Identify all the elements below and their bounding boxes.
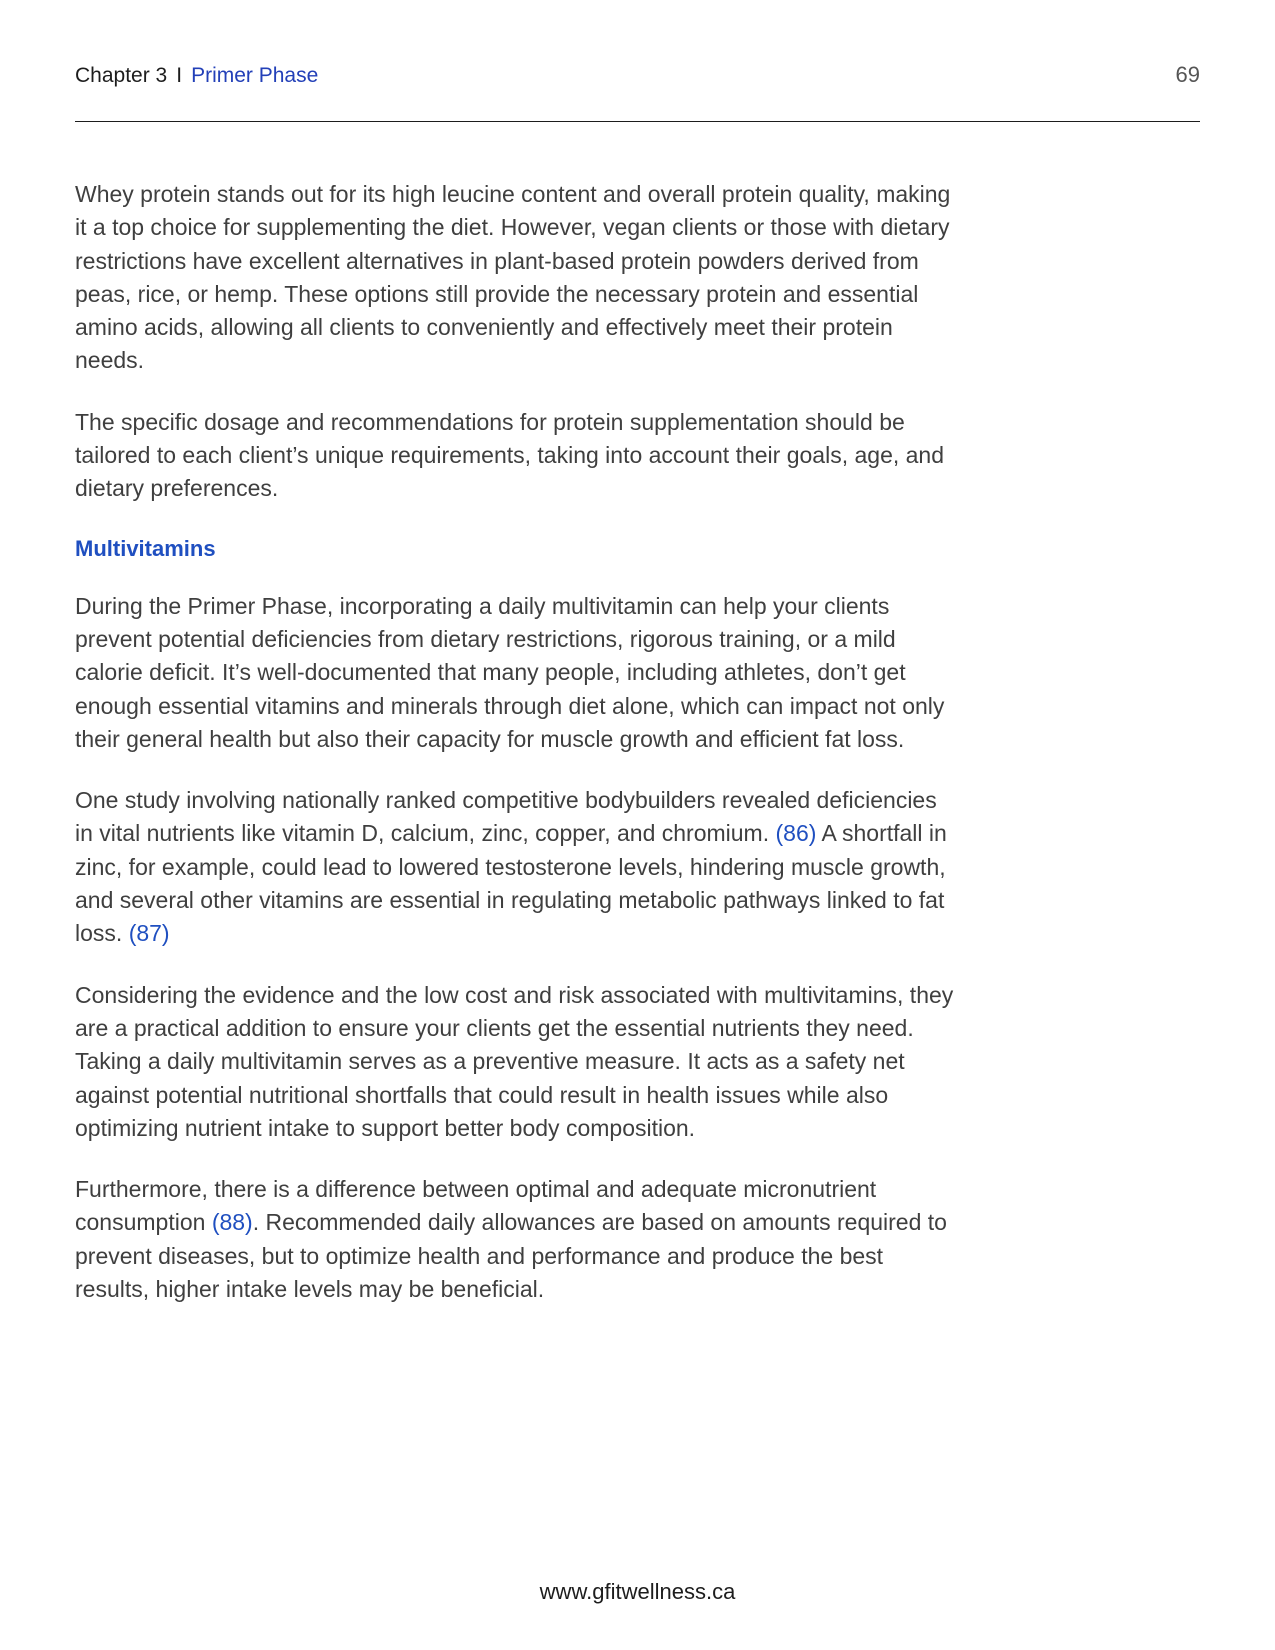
paragraph-text: . Recommended daily allowances are based on amounts required to prevent diseases, but to optimize health and performance and produce the best results, higher intake levels may be beneficial. [75, 1209, 947, 1303]
paragraph-whey-protein: Whey protein stands out for its high leucine content and overall protein quality, making it a top choice for supplementing the diet. However, vegan clients or those with dietary restrictions have excellent alternatives in plant-based protein powders derived from peas, rice, or hemp. These options still provide the necessary protein and essential amino acids, allowing all clients to conveniently and effectively meet their protein needs. [75, 181, 951, 374]
paragraph-evidence: Considering the evidence and the low cost and risk associated with multivitamins, they are a practical addition to ensure your clients get the essential nutrients they need. Taking a daily multivitamin serves as a preventive measure. It acts as a safety net against potential nutritional shortfalls that could result in health issues while also optimizing nutrient intake to support better body composition. [75, 981, 954, 1141]
section-label: Primer Phase [191, 64, 319, 87]
paragraph-bodybuilder-study [75, 784, 955, 950]
citation-link-86[interactable]: (86) [775, 820, 817, 847]
paragraph-dosage: The specific dosage and recommendations for protein supplementation should be tailored to each client’s unique requirements, taking into account their goals, age, and dietary preferences. [75, 408, 945, 502]
main-content [75, 178, 955, 1334]
header-divider [75, 121, 1200, 122]
running-head [75, 64, 318, 88]
citation-link-88[interactable]: (88) [211, 1209, 253, 1236]
header-separator: I [176, 64, 183, 87]
paragraph-text: A shortfall in zinc, for example, could lead to lowered testosterone levels, hindering muscle growth, and several other vitamins are essential in regulating metabolic pathways linked to fat loss. [75, 820, 947, 947]
footer-website: www.gfitwellness.ca [539, 1579, 736, 1604]
paragraph-text: One study involving nationally ranked competitive bodybuilders revealed deficiencies in vital nutrients like vitamin D, calcium, zinc, copper, and chromium. [75, 787, 937, 847]
paragraph-primer-phase-multivitamin: During the Primer Phase, incorporating a daily multivitamin can help your clients prevent potential deficiencies from dietary restrictions, rigorous training, or a mild calorie deficit. It’s well-documented that many people, including athletes, don’t get enough essential vitamins and minerals through diet alone, which can impact not only their general health but also their capacity for muscle growth and efficient fat loss. [75, 592, 945, 752]
paragraph-text: Furthermore, there is a difference between optimal and adequate micronutrient consumption [75, 1176, 877, 1236]
paragraph-optimal-vs-adequate [75, 1173, 955, 1306]
citation-link-87[interactable]: (87) [128, 920, 170, 947]
page-number: 69 [1175, 62, 1200, 87]
chapter-label: Chapter 3 [75, 64, 168, 87]
section-heading-multivitamins: Multivitamins [75, 535, 216, 561]
page-header [75, 58, 1200, 94]
